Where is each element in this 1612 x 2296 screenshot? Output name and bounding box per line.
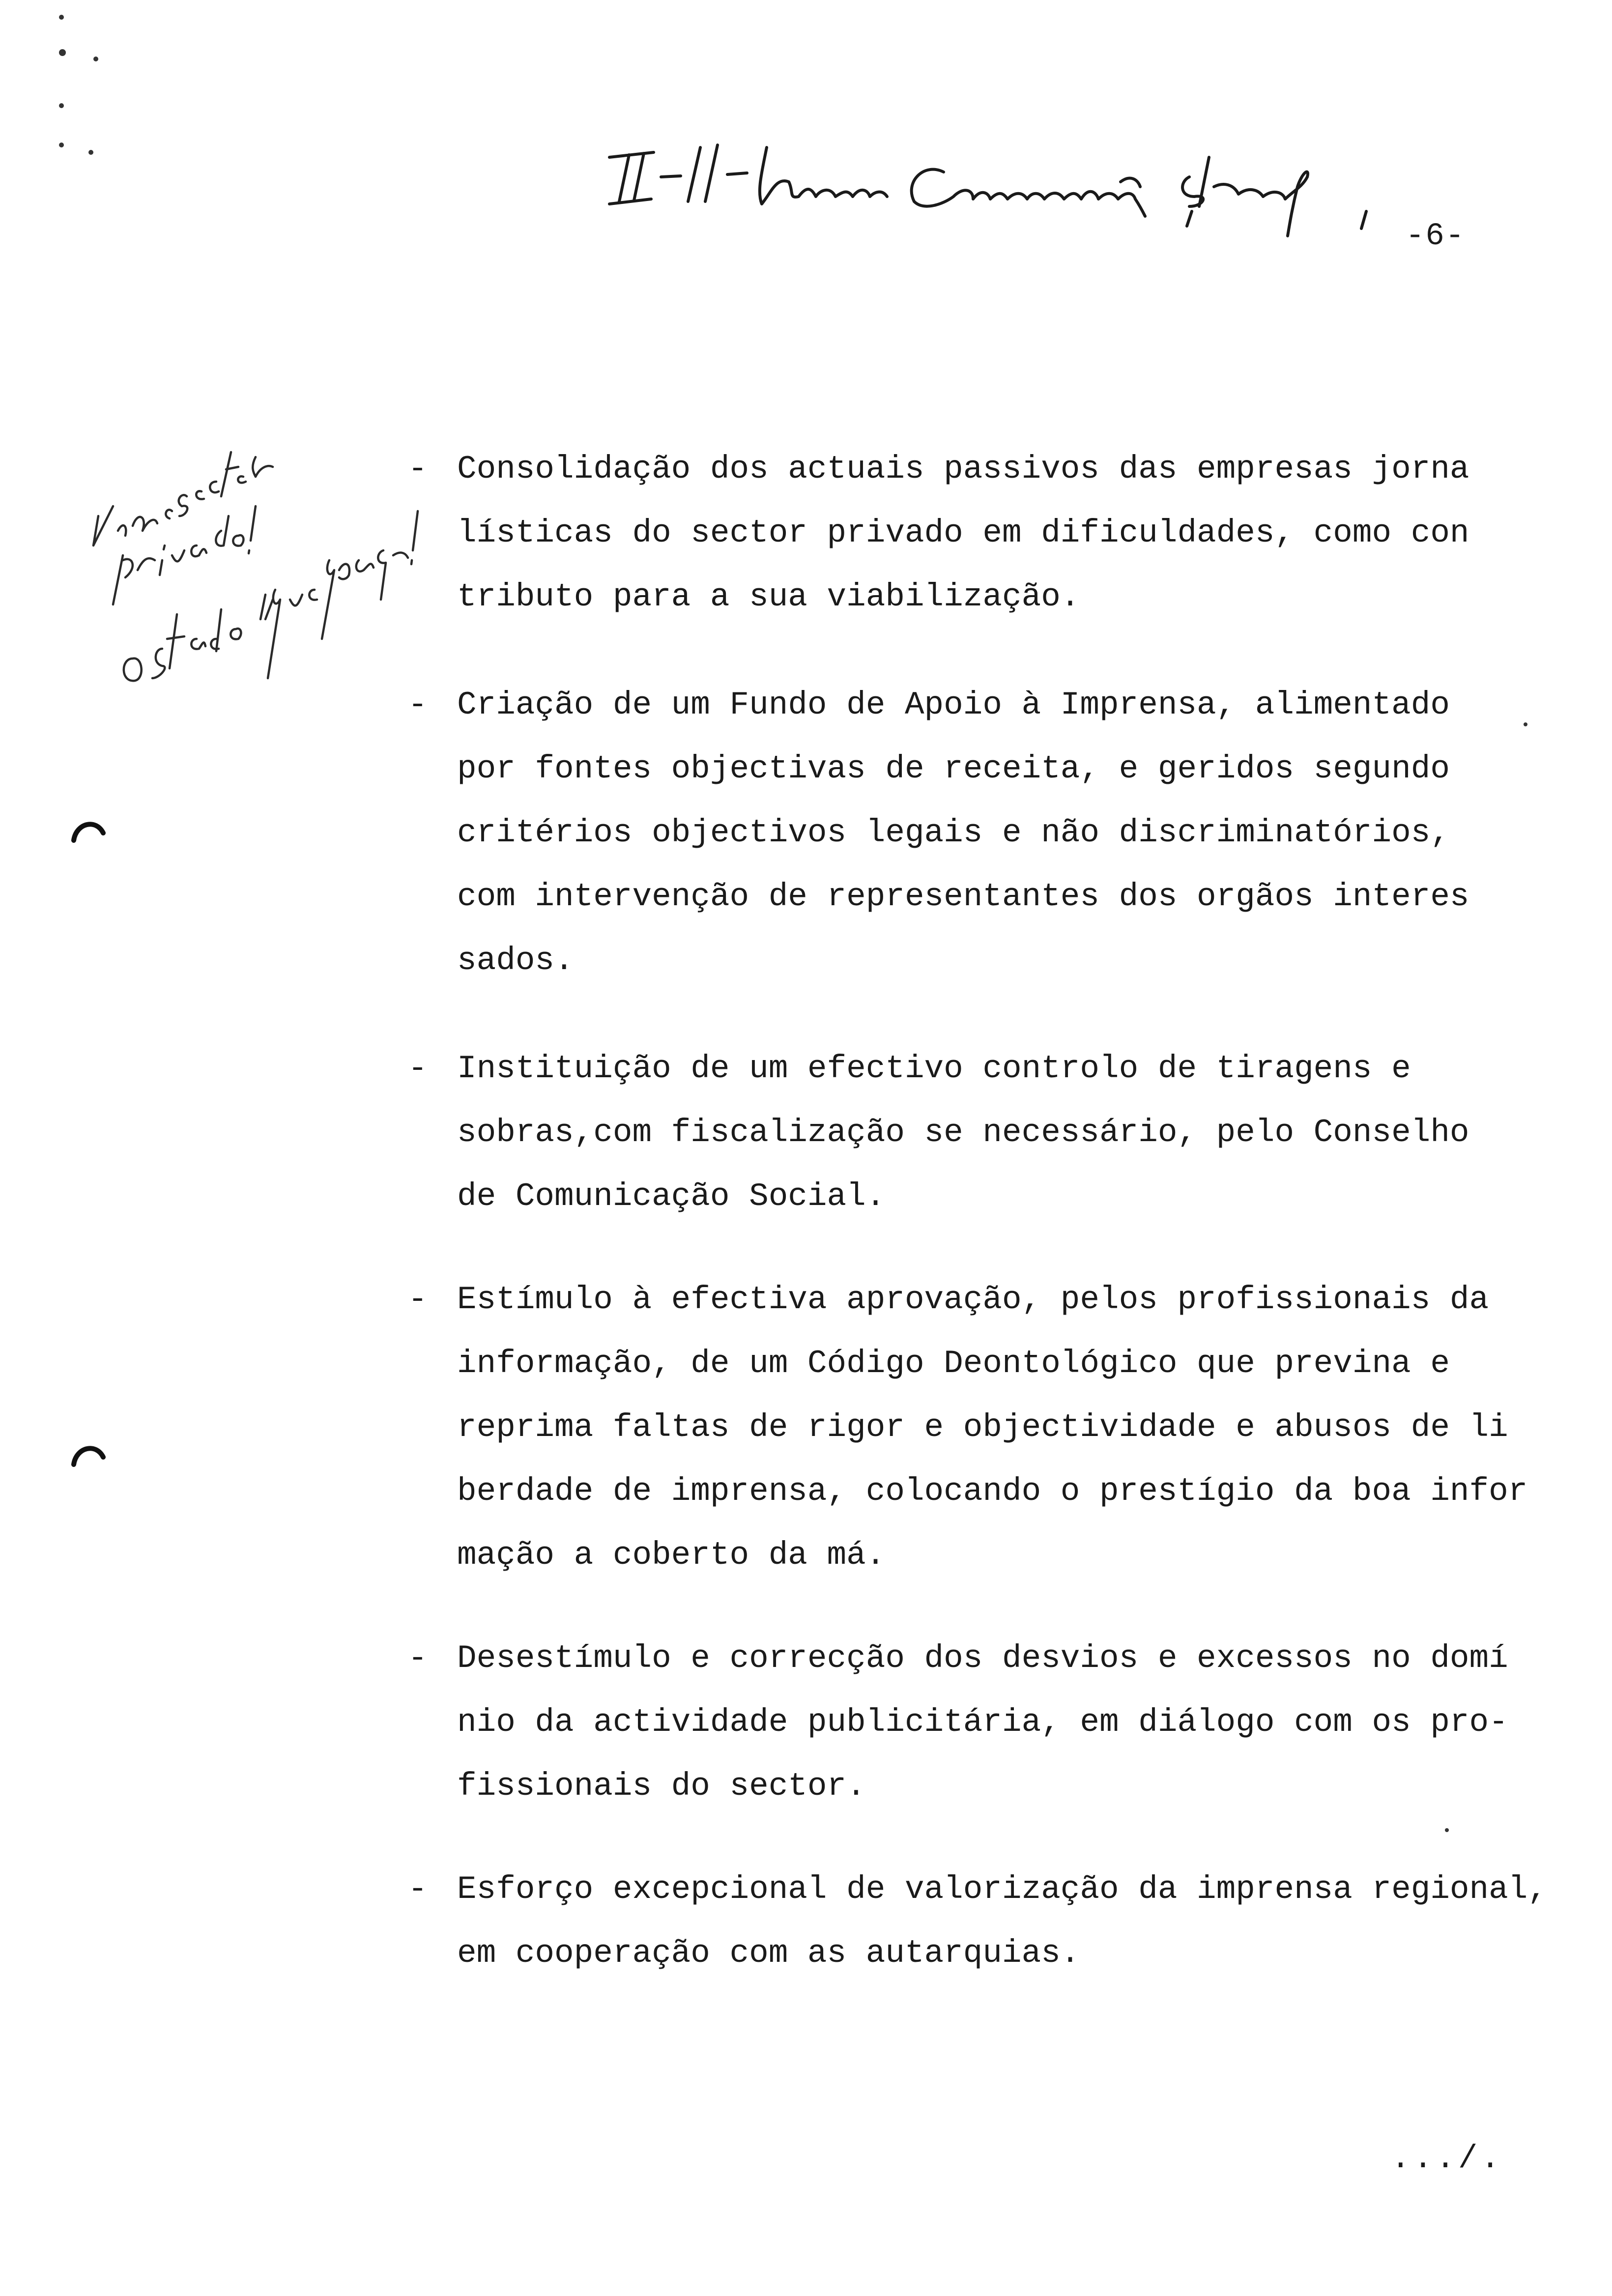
list-item-text: Desestímulo e correcção dos desvios e excessos no domí nio da actividade publicitária, em diálogo com os pro- fissionais do sector. xyxy=(457,1640,1508,1805)
list-dash: - xyxy=(408,1640,428,1677)
continuation-mark: .../. xyxy=(1391,2140,1503,2177)
list-item-text: Criação de um Fundo de Apoio à Imprensa, alimentado por fontes objectivas de receita, e geridos segundo critérios objectivos legais e não discriminatórios, com intervenção de representantes dos orgãos interes sados. xyxy=(457,687,1469,979)
list-item-text: Consolidação dos actuais passivos das empresas jorna lísticas do sector privado em dificuldades, como con tributo para a sua viabilização. xyxy=(457,451,1469,615)
list-item-text: Instituição de um efectivo controlo de tiragens e sobras,com fiscalização se necessário, pelo Conselho de Comunicação Social. xyxy=(457,1050,1469,1215)
list-dash: - xyxy=(408,1281,428,1318)
list-dash: - xyxy=(408,451,428,488)
scan-mark xyxy=(59,143,64,147)
page-number: -6- xyxy=(1406,219,1466,254)
list-item xyxy=(408,437,1563,629)
scan-mark xyxy=(59,49,66,56)
handwritten-margin-note xyxy=(74,383,447,718)
scan-mark xyxy=(1445,1828,1449,1832)
list-dash: - xyxy=(408,1050,428,1087)
list-item-text: Estímulo à efectiva aprovação, pelos profissionais da informação, de um Código Deontológico que previna e reprima faltas de rigor e objectividade e abusos de li berdade de imprensa, colocando o prestígio da boa infor mação a coberto da má. xyxy=(457,1281,1528,1574)
list-item xyxy=(408,673,1563,993)
margin-note-drawing xyxy=(74,383,447,718)
margin-bracket-mark xyxy=(71,818,106,843)
list-dash: - xyxy=(408,1871,428,1908)
list-item xyxy=(408,1858,1563,1985)
list-item xyxy=(408,1037,1563,1229)
scan-mark xyxy=(88,150,93,155)
list-item xyxy=(408,1268,1563,1587)
handwritten-title xyxy=(600,118,1435,246)
scan-mark xyxy=(59,103,64,108)
margin-bracket-mark xyxy=(71,1442,106,1467)
scan-mark xyxy=(93,57,98,61)
scan-mark xyxy=(59,15,64,20)
handwritten-title-drawing xyxy=(600,118,1435,246)
list-dash: - xyxy=(408,687,428,723)
list-item xyxy=(408,1627,1563,1818)
list-item-text: Esforço excepcional de valorização da imprensa regional, em cooperação com as autarquias. xyxy=(457,1871,1547,1972)
